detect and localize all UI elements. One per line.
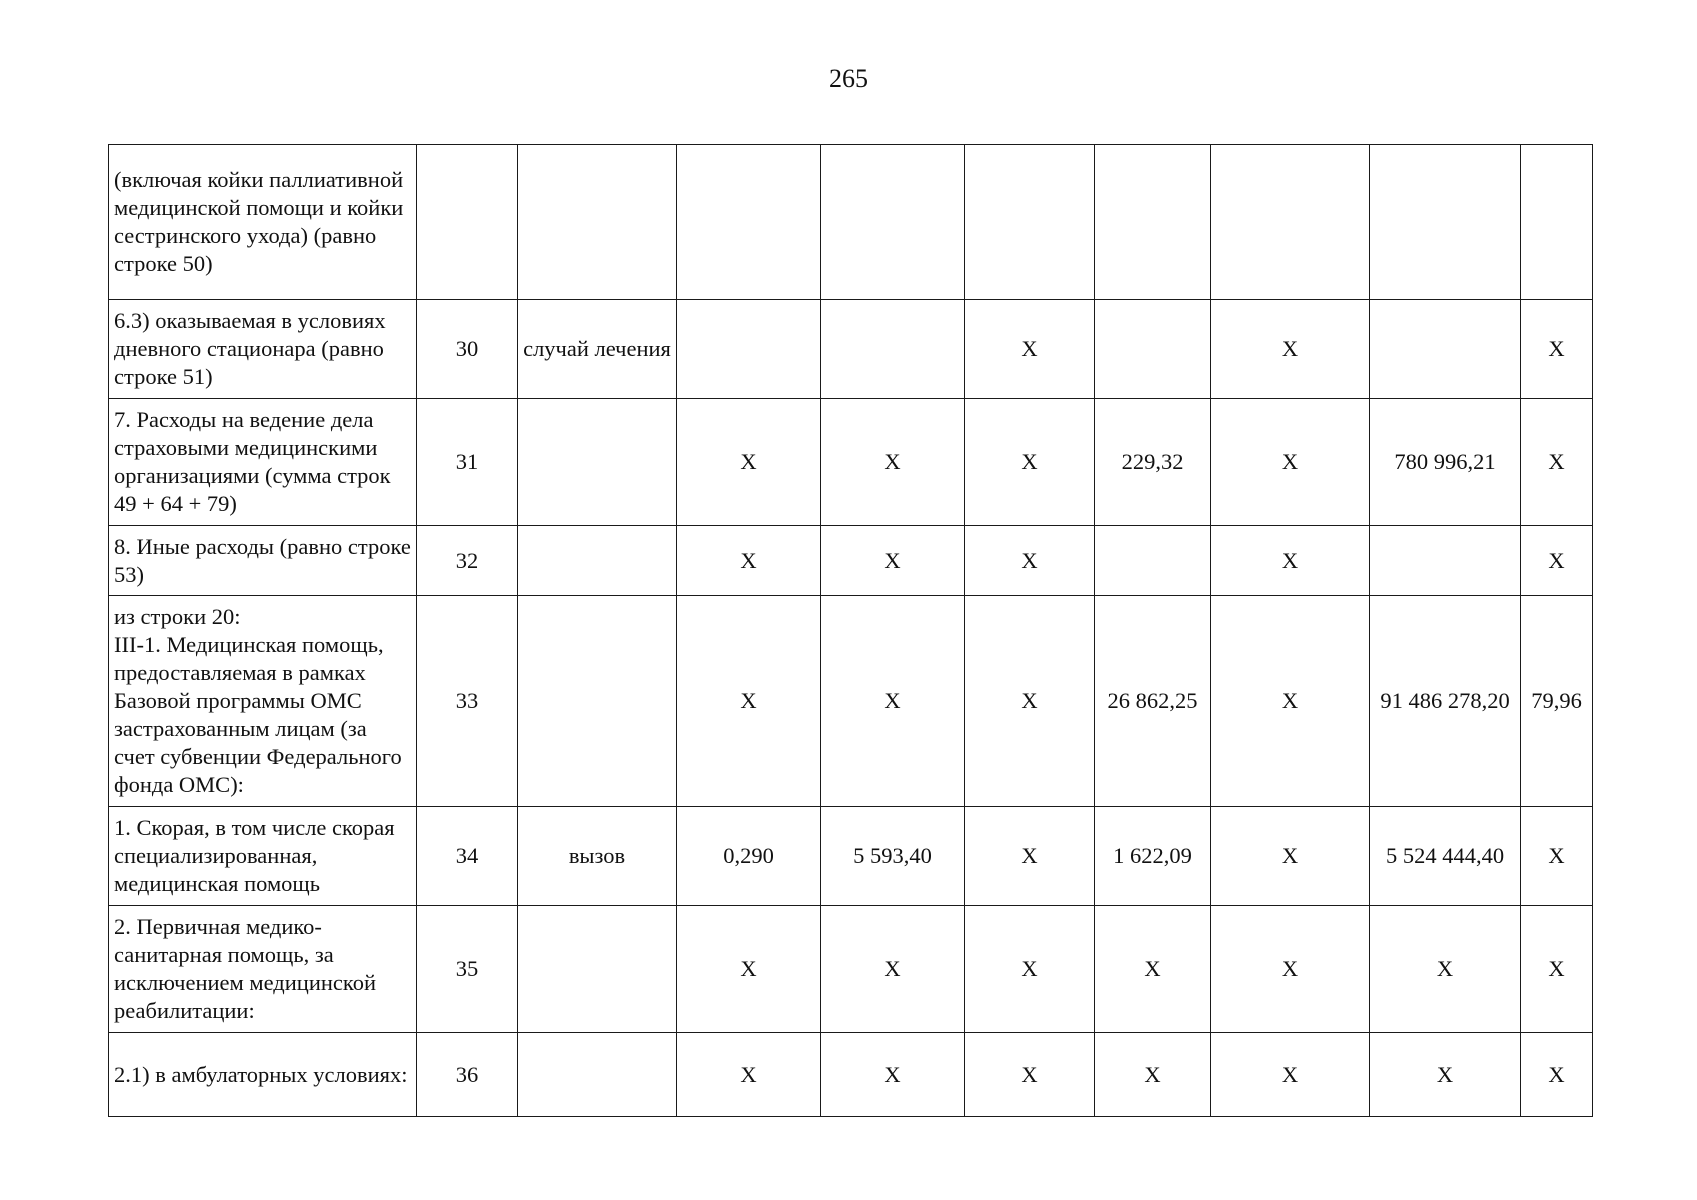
unit-cell: случай лечения [518, 300, 677, 399]
value-cell: Х [677, 596, 821, 807]
value-cell: Х [1370, 1033, 1521, 1117]
value-cell: 229,32 [1095, 399, 1211, 526]
value-cell: Х [965, 300, 1095, 399]
row-number [417, 145, 518, 300]
value-cell [821, 300, 965, 399]
value-cell: Х [1095, 906, 1211, 1033]
row-number: 33 [417, 596, 518, 807]
row-number: 31 [417, 399, 518, 526]
value-cell: Х [1521, 807, 1593, 906]
value-cell: 91 486 278,20 [1370, 596, 1521, 807]
table-row [109, 145, 1593, 300]
row-description: 2. Первичная медико-санитарная помощь, за исключением медицинской реабилитации: [109, 906, 417, 1033]
value-cell: Х [677, 399, 821, 526]
value-cell: Х [965, 807, 1095, 906]
value-cell [1095, 300, 1211, 399]
value-cell: Х [1211, 596, 1370, 807]
value-cell: Х [821, 906, 965, 1033]
value-cell: Х [677, 906, 821, 1033]
value-cell: Х [821, 1033, 965, 1117]
value-cell: Х [1095, 1033, 1211, 1117]
row-number: 35 [417, 906, 518, 1033]
row-description: 8. Иные расходы (равно строке 53) [109, 526, 417, 596]
value-cell: Х [965, 596, 1095, 807]
value-cell: Х [1211, 807, 1370, 906]
row-number: 34 [417, 807, 518, 906]
value-cell [1370, 526, 1521, 596]
value-cell: Х [1521, 906, 1593, 1033]
value-cell: Х [677, 526, 821, 596]
value-cell: Х [965, 1033, 1095, 1117]
value-cell: 26 862,25 [1095, 596, 1211, 807]
value-cell: Х [1521, 300, 1593, 399]
value-cell: Х [1211, 300, 1370, 399]
value-cell: 5 593,40 [821, 807, 965, 906]
value-cell: Х [821, 596, 965, 807]
row-number: 32 [417, 526, 518, 596]
value-cell: Х [1521, 399, 1593, 526]
financing-table [108, 144, 1593, 1117]
row-description: 6.3) оказываемая в условиях дневного стационара (равно строке 51) [109, 300, 417, 399]
unit-cell [518, 399, 677, 526]
value-cell: Х [677, 1033, 821, 1117]
value-cell: Х [1521, 526, 1593, 596]
value-cell: 780 996,21 [1370, 399, 1521, 526]
value-cell [677, 300, 821, 399]
table-row [109, 807, 1593, 906]
value-cell [965, 145, 1095, 300]
unit-cell [518, 1033, 677, 1117]
table-row [109, 399, 1593, 526]
value-cell: 1 622,09 [1095, 807, 1211, 906]
row-description: 7. Расходы на ведение дела страховыми медицинскими организациями (сумма строк 49 + 64 + 79) [109, 399, 417, 526]
value-cell [1211, 145, 1370, 300]
value-cell: Х [821, 399, 965, 526]
unit-cell: вызов [518, 807, 677, 906]
value-cell: 5 524 444,40 [1370, 807, 1521, 906]
value-cell: Х [965, 906, 1095, 1033]
unit-cell [518, 906, 677, 1033]
row-description: (включая койки паллиативной медицинской помощи и койки сестринского ухода) (равно строке 50) [109, 145, 417, 300]
value-cell: Х [1211, 1033, 1370, 1117]
row-description: из строки 20: III-1. Медицинская помощь, предоставляемая в рамках Базовой программы ОМС застрахованным лицам (за счет субвенции Федерального фонда ОМС): [109, 596, 417, 807]
unit-cell [518, 526, 677, 596]
value-cell: Х [1211, 906, 1370, 1033]
value-cell [677, 145, 821, 300]
value-cell: Х [1211, 399, 1370, 526]
table-row [109, 906, 1593, 1033]
value-cell [1095, 145, 1211, 300]
value-cell [821, 145, 965, 300]
value-cell: 0,290 [677, 807, 821, 906]
row-number: 30 [417, 300, 518, 399]
value-cell: Х [965, 526, 1095, 596]
unit-cell [518, 145, 677, 300]
row-number: 36 [417, 1033, 518, 1117]
table-row [109, 596, 1593, 807]
value-cell [1095, 526, 1211, 596]
value-cell [1370, 300, 1521, 399]
table-row [109, 526, 1593, 596]
value-cell: 79,96 [1521, 596, 1593, 807]
value-cell: Х [1521, 1033, 1593, 1117]
value-cell: Х [965, 399, 1095, 526]
page-number: 265 [829, 64, 868, 93]
table-row [109, 300, 1593, 399]
value-cell: Х [821, 526, 965, 596]
table-row [109, 1033, 1593, 1117]
value-cell: Х [1370, 906, 1521, 1033]
unit-cell [518, 596, 677, 807]
value-cell: Х [1211, 526, 1370, 596]
row-description: 1. Скорая, в том числе скорая специализированная, медицинская помощь [109, 807, 417, 906]
row-description: 2.1) в амбулаторных условиях: [109, 1033, 417, 1117]
value-cell [1521, 145, 1593, 300]
value-cell [1370, 145, 1521, 300]
